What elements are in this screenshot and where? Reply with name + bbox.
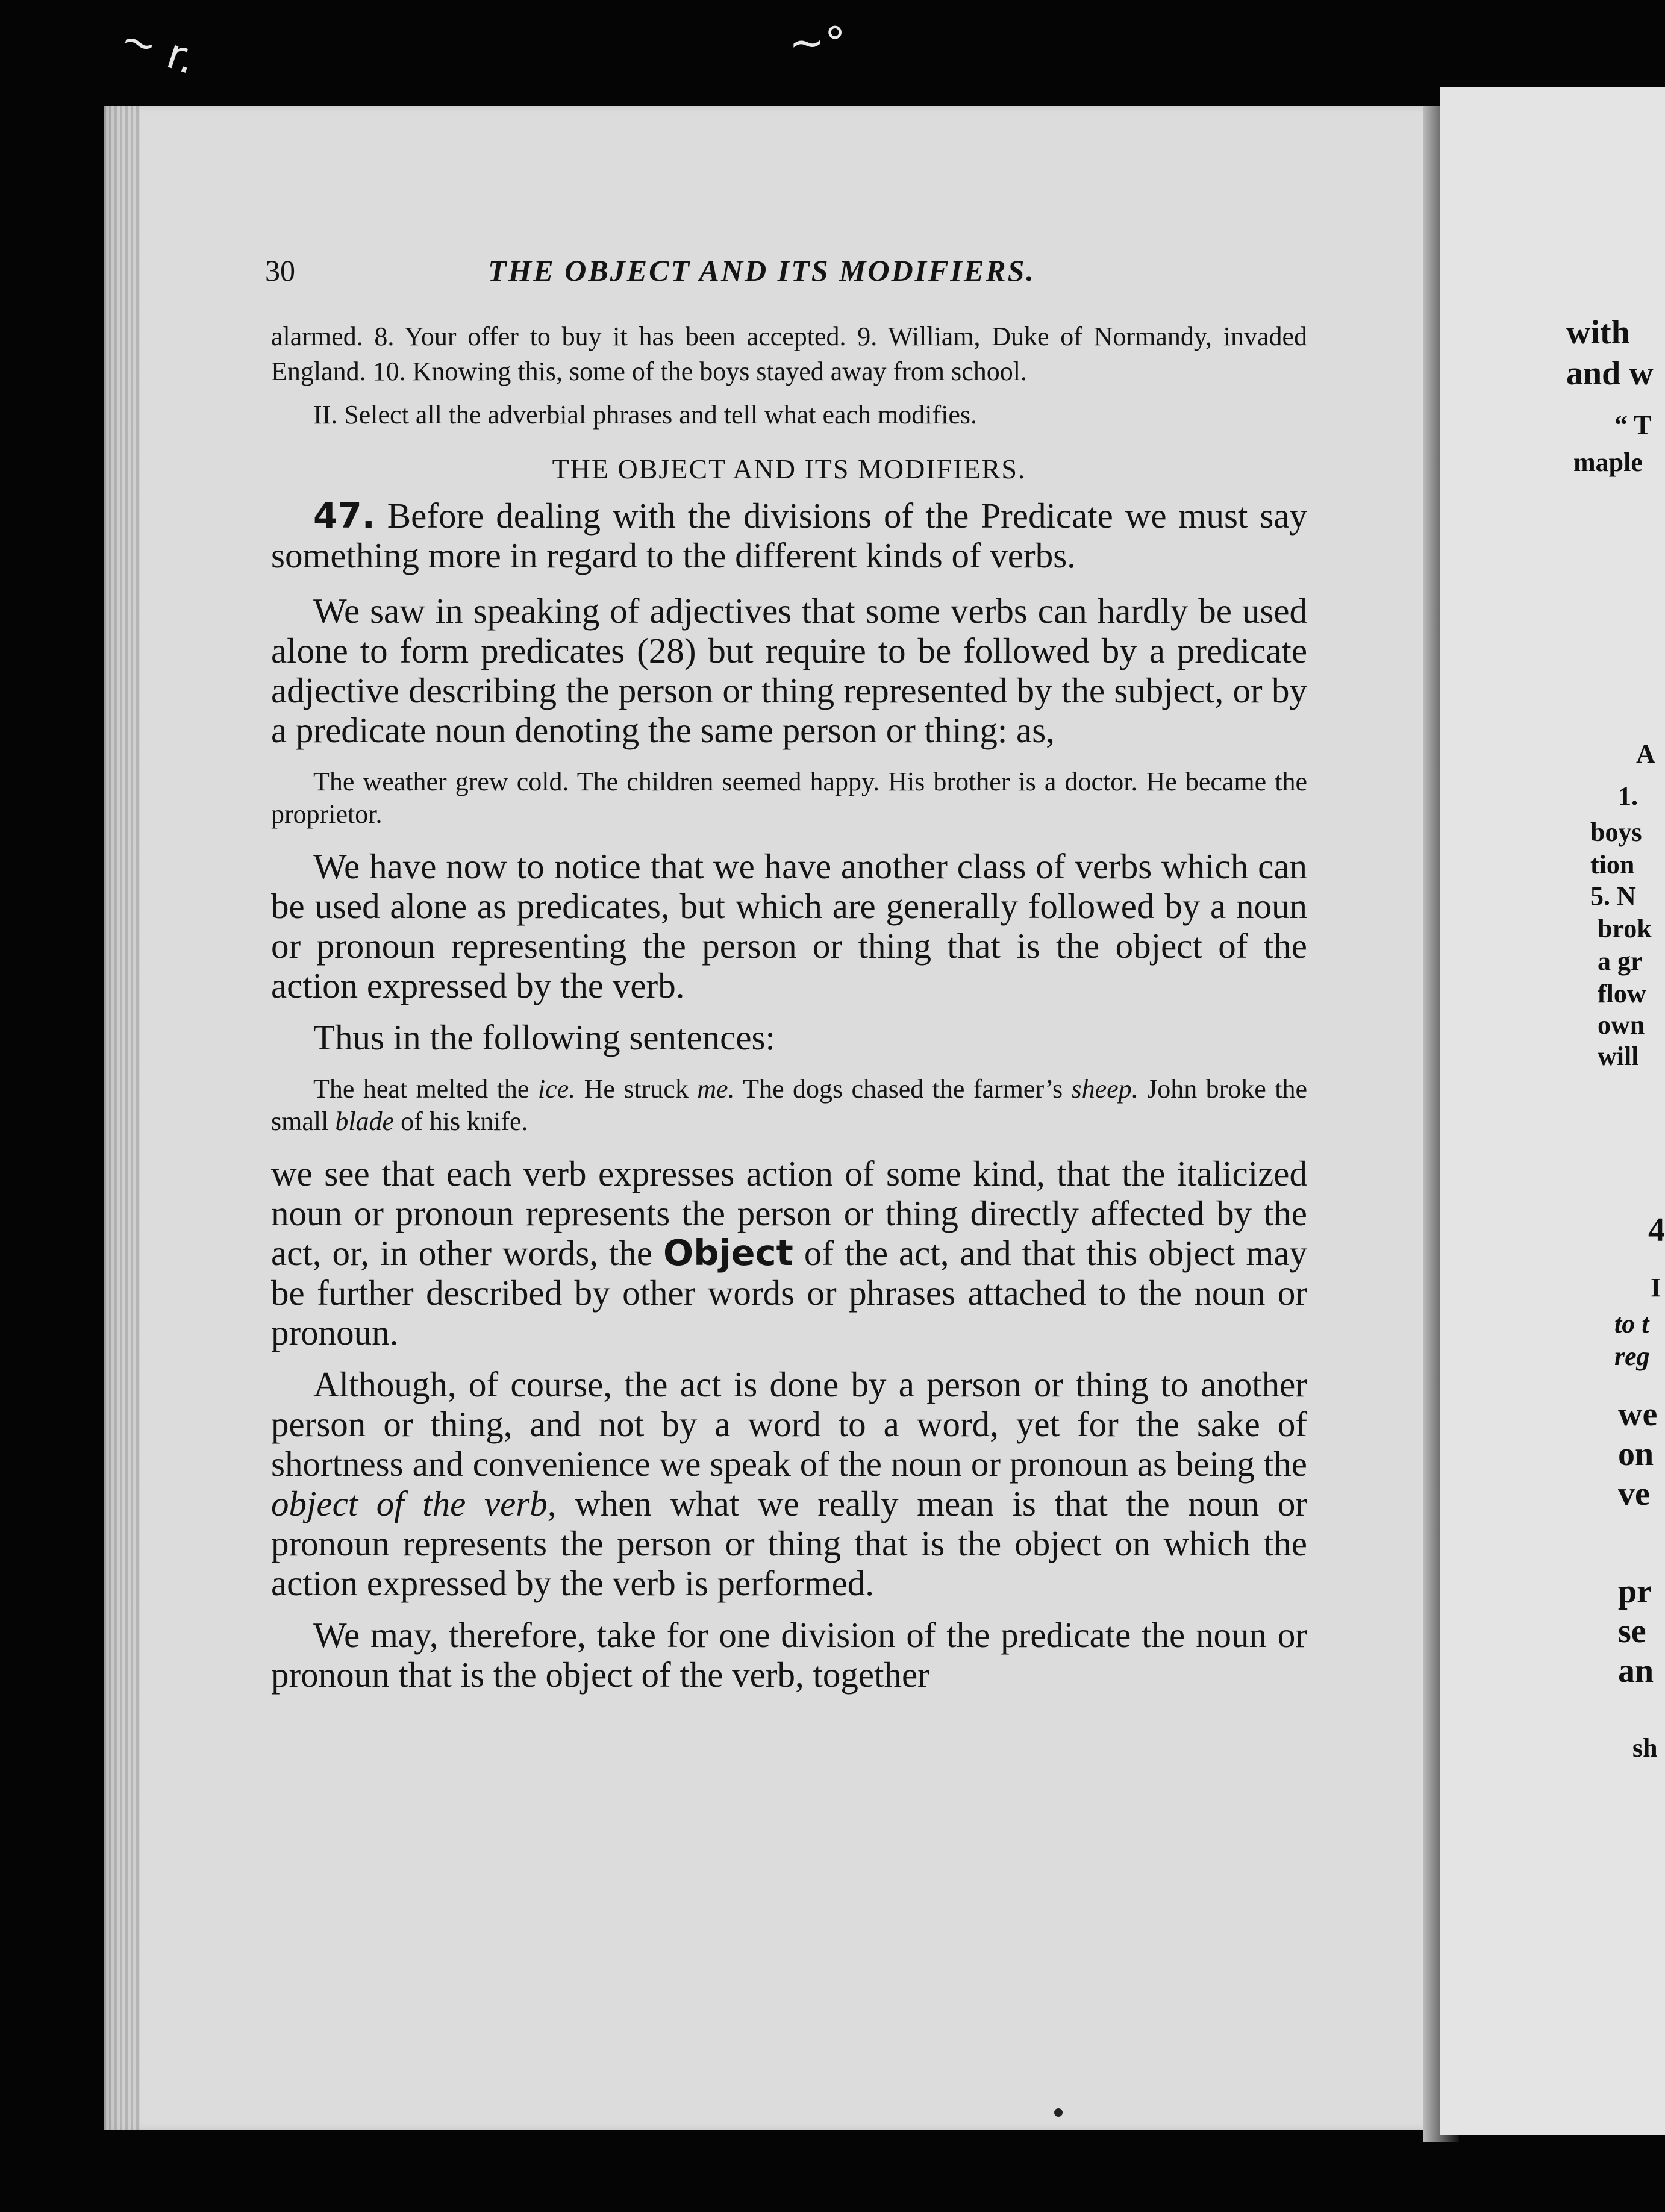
page-body (271, 319, 1307, 1695)
right-page-fragment: ve (1618, 1475, 1650, 1513)
right-page-fragment: se (1618, 1613, 1646, 1650)
example-italic: blade (335, 1107, 395, 1136)
right-page-fragment: 4 (1648, 1211, 1665, 1249)
example-italic: sheep. (1071, 1074, 1139, 1104)
paragraph-text: when what we really mean is that the noun or pronoun represents the person or thing that is the object on which the action expressed by the verb is performed. (271, 1484, 1307, 1603)
paragraph (271, 1364, 1307, 1603)
page-binding-edge (104, 106, 140, 2130)
example-text: John broke the small (271, 1074, 1307, 1136)
right-page-fragment: own (1598, 1010, 1645, 1040)
example-sentences: The weather grew cold. The children seemed happy. His brother is a doctor. He became the proprietor. (271, 767, 1307, 829)
paragraph-text: Before dealing with the divisions of the Predicate we must say something more in regard to the different kinds of verbs. (271, 496, 1308, 575)
example-italic: ice. (537, 1074, 576, 1104)
page-number: 30 (265, 254, 295, 287)
example-italic: me. (697, 1074, 735, 1104)
paragraph: We may, therefore, take for one division of the predicate the noun or pronoun that is the object of the verb, together (271, 1615, 1307, 1695)
example-text: The dogs chased the farmer’s (734, 1074, 1072, 1104)
right-page-fragment: sh (1632, 1733, 1658, 1763)
right-page-fragment: boys (1590, 817, 1642, 847)
paragraph (271, 1154, 1307, 1352)
italic-term: object of the verb, (271, 1484, 557, 1523)
paragraph: We have now to notice that we have another class of verbs which can be used alone as predicates, but which are generally followed by a noun or pronoun representing the person or thing that is the object of the action expressed by the verb. (271, 846, 1307, 1005)
paragraph: We saw in speaking of adjectives that some verbs can hardly be used alone to form predicates (28) but require to be followed by a predicate adjective describing the person or thing represented by the subject, or by a predicate noun denoting the same person or thing: as, (271, 591, 1307, 750)
right-page-fragment: “ T (1614, 410, 1652, 440)
running-head (265, 253, 1313, 295)
right-page-fragment: pr (1618, 1573, 1652, 1610)
right-page-fragment: an (1618, 1652, 1654, 1690)
example-text: of his knife. (394, 1107, 528, 1136)
right-page-fragment: and w (1566, 355, 1654, 392)
right-page-fragment: 1. (1618, 781, 1638, 811)
right-page-fragment: maple (1573, 448, 1643, 477)
paragraph: Thus in the following sentences: (313, 1017, 775, 1057)
right-page-fragment: I (1651, 1273, 1661, 1302)
right-page-fragment: reg (1614, 1342, 1650, 1371)
paragraph-47 (271, 496, 1307, 575)
right-page-fragment: with (1566, 314, 1630, 351)
right-page-fragment: on (1618, 1436, 1654, 1473)
example-sentences (271, 1073, 1307, 1138)
ink-dot (1054, 2108, 1063, 2117)
right-page-fragment: A (1636, 739, 1655, 769)
section-heading: THE OBJECT AND ITS MODIFIERS. (552, 454, 1026, 484)
example-text: He struck (575, 1074, 698, 1104)
scan-mark: ~ r. (114, 13, 202, 84)
paragraph-text: of the act, and that this object may be further described by other words or phrases attached to the noun or pronoun. (271, 1233, 1308, 1352)
right-page-fragment: will (1598, 1042, 1639, 1071)
running-title: THE OBJECT AND ITS MODIFIERS. (488, 254, 1036, 287)
right-page-fragment: tion (1590, 850, 1635, 879)
right-page-fragment: 5. N (1590, 881, 1636, 911)
right-page-fragment: to t (1614, 1309, 1649, 1339)
right-page-fragment: flow (1598, 979, 1646, 1008)
scan-mark: ~° (789, 18, 846, 67)
exercise-text: alarmed. 8. Your offer to buy it has been accepted. 9. William, Duke of Normandy, invaded England. 10. Knowing this, some of the boys stayed away from school. (271, 322, 1307, 386)
right-page-fragment: brok (1598, 914, 1652, 943)
paragraph-text: Although, of course, the act is done by a person or thing to another person or thing, and not by a word to a word, yet for the sake of shortness and convenience we speak of the noun or pronoun as being the (271, 1364, 1307, 1484)
section-number: 47. (313, 495, 375, 536)
right-page-fragment: a gr (1598, 946, 1643, 976)
right-page-fragment: we (1618, 1396, 1658, 1433)
example-text: The heat melted the (313, 1074, 538, 1104)
paragraph-text: we see that each verb expresses action of some kind, that the italicized noun or pronoun represents the person or thing directly affected by the act, or, in other words, the (271, 1154, 1307, 1273)
right-page (1440, 87, 1665, 2135)
exercise-ii: II. Select all the adverbial phrases and tell what each modifies. (313, 400, 978, 430)
bold-term: Object (663, 1232, 793, 1273)
